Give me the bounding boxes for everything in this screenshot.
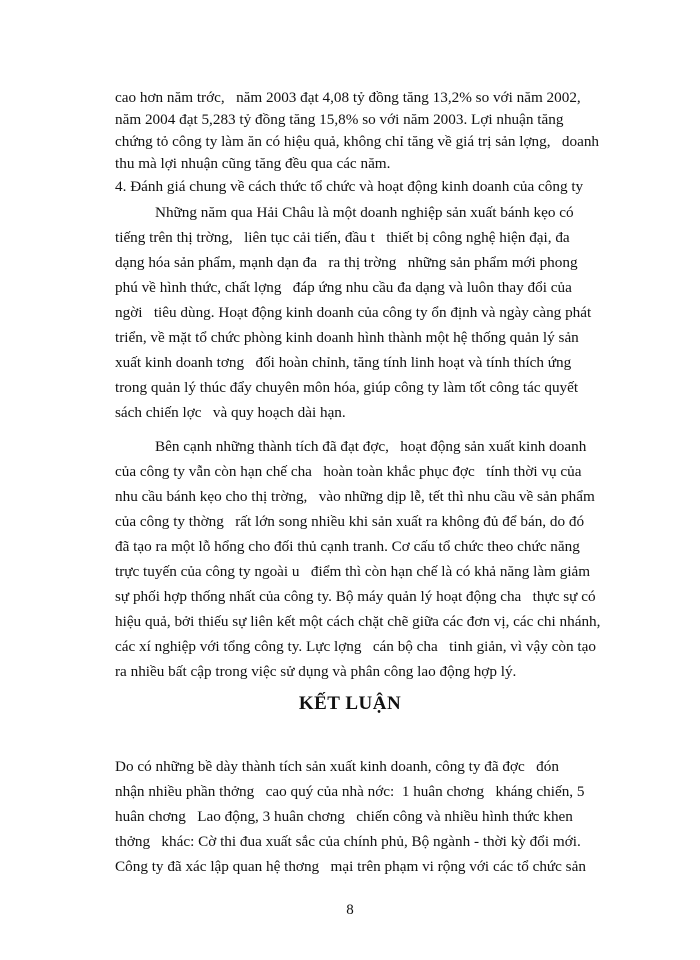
text-line: chứng tỏ công ty làm ăn có hiệu quả, không chỉ tăng về giá trị sản lợng, doanh bbox=[115, 133, 600, 150]
text-line: trong quản lý thúc đẩy chuyên môn hóa, giúp công ty làm tốt công tác quyết bbox=[115, 379, 579, 396]
section-heading: 4. Đánh giá chung về cách thức tổ chức và hoạt động kinh doanh của công ty bbox=[115, 178, 584, 195]
text-line: năm 2004 đạt 5,283 tỷ đồng tăng 15,8% so với năm 2003. Lợi nhuận tăng bbox=[115, 111, 564, 128]
page-number: 8 bbox=[346, 902, 354, 918]
text-line: xuất kinh doanh tơng đối hoàn chỉnh, tăng tính linh hoạt và tính thích ứng bbox=[115, 354, 572, 371]
text-line: huân chơng Lao động, 3 huân chơng chiến công và nhiều hình thức khen bbox=[115, 808, 573, 825]
text-line: sách chiến lợc và quy hoạch dài hạn. bbox=[115, 404, 346, 421]
text-line: Do có những bề dày thành tích sản xuất kinh doanh, công ty đã đợc đón bbox=[115, 758, 559, 775]
text-line: triển, về mặt tổ chức phòng kinh doanh hình thành một hệ thống quản lý sản bbox=[115, 329, 579, 346]
text-line: nhu cầu bánh kẹo cho thị trờng, vào những dịp lễ, tết thì nhu cầu về sản phẩm bbox=[115, 488, 595, 505]
text-line: cao hơn năm trớc, năm 2003 đạt 4,08 tỷ đồng tăng 13,2% so với năm 2002, bbox=[115, 89, 581, 106]
text-line: các xí nghiệp với tổng công ty. Lực lợng cán bộ cha tinh giản, vì vậy còn tạo bbox=[115, 638, 596, 655]
conclusion-title: KẾT LUẬN bbox=[298, 693, 402, 714]
text-line: phú về hình thức, chất lợng đáp ứng nhu cầu đa dạng và luôn thay đổi của bbox=[115, 279, 572, 296]
text-line: ngời tiêu dùng. Hoạt động kinh doanh của công ty ổn định và ngày càng phát bbox=[115, 304, 592, 321]
text-line: Những năm qua Hải Châu là một doanh nghiệp sản xuất bánh kẹo có bbox=[155, 204, 574, 221]
text-line: trực tuyến của công ty ngoài u điểm thì còn hạn chế là có khả năng làm giảm bbox=[115, 563, 591, 580]
text-line: tiếng trên thị trờng, liên tục cải tiến, đầu t thiết bị công nghệ hiện đại, đa bbox=[115, 229, 570, 246]
text-line: của công ty thờng rất lớn song nhiều khi sản xuất ra không đủ để bán, do đó bbox=[115, 513, 585, 530]
text-line: Công ty đã xác lập quan hệ thơng mại trên phạm vi rộng với các tổ chức sản bbox=[115, 858, 586, 875]
text-line: thởng khác: Cờ thi đua xuất sắc của chính phủ, Bộ ngành - thời kỳ đổi mới. bbox=[115, 833, 581, 850]
text-line: đã tạo ra một lỗ hổng cho đối thủ cạnh tranh. Cơ cấu tổ chức theo chức năng bbox=[115, 538, 580, 555]
text-line: nhận nhiều phần thởng cao quý của nhà nớc: 1 huân chơng kháng chiến, 5 bbox=[115, 783, 585, 800]
text-line: sự phối hợp thống nhất của công ty. Bộ máy quản lý hoạt động cha thực sự có bbox=[115, 588, 596, 605]
text-line: thu mà lợi nhuận cũng tăng đều qua các năm. bbox=[115, 155, 391, 172]
text-line: của công ty vẫn còn hạn chế cha hoàn toàn khắc phục đợc tính thời vụ của bbox=[115, 463, 582, 480]
text-line: hiệu quả, bởi thiếu sự liên kết một cách chặt chẽ giữa các đơn vị, các chi nhánh, bbox=[115, 613, 601, 630]
text-line: Bên cạnh những thành tích đã đạt đợc, hoạt động sản xuất kinh doanh bbox=[155, 438, 587, 455]
text-line: dạng hóa sản phẩm, mạnh dạn đa ra thị trờng những sản phẩm mới phong bbox=[115, 254, 578, 271]
text-line: ra nhiều bất cập trong việc sử dụng và phân công lao động hợp lý. bbox=[115, 663, 517, 680]
